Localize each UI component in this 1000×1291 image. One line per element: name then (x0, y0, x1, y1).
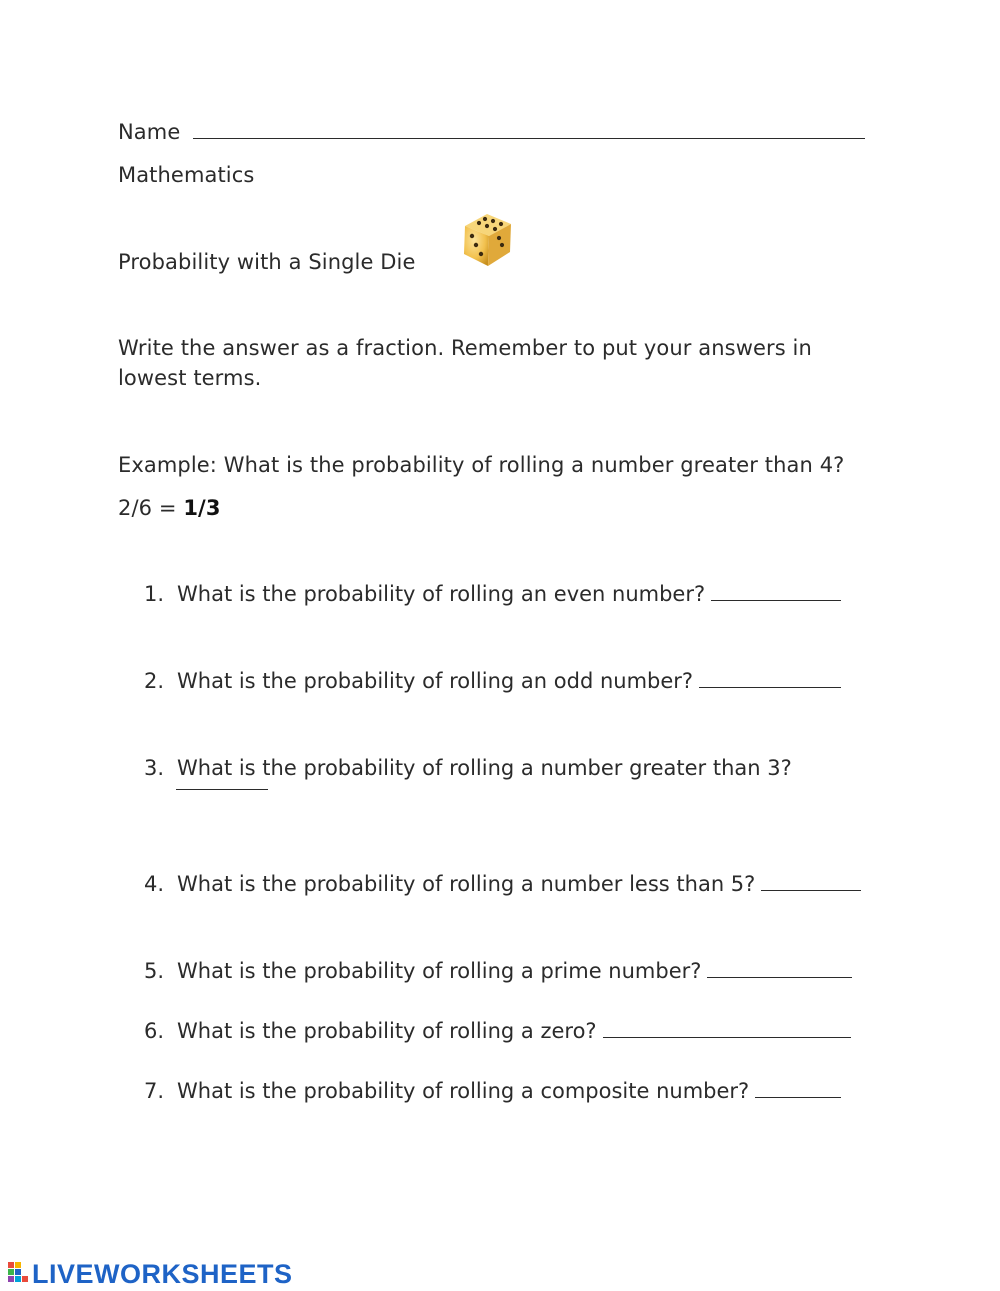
question-label: What is the probability of rolling a composite number? (177, 1079, 750, 1103)
question-label: What is the probability of rolling an odd number? (177, 669, 694, 693)
question-number: 1. (143, 582, 164, 606)
question-number: 4. (143, 872, 164, 896)
answer-blank[interactable] (755, 1078, 841, 1098)
question-text (177, 869, 861, 899)
question-text (177, 666, 841, 696)
example-question: Example: What is the probability of rolling a number greater than 4? (118, 453, 845, 477)
question-text (177, 579, 841, 609)
question-label: What is the probability of rolling a zero? (177, 1019, 597, 1043)
question-text (177, 956, 852, 986)
question-number: 7. (143, 1079, 164, 1103)
answer-blank[interactable] (707, 958, 852, 978)
question-label: What is the probability of rolling a number less than 5? (177, 872, 756, 896)
liveworksheets-logo-icon (8, 1262, 30, 1286)
answer-blank[interactable] (711, 581, 841, 601)
question-number: 2. (143, 669, 164, 693)
name-row (118, 117, 865, 147)
instructions-line-2: lowest terms. (118, 366, 262, 390)
example-answer-value: 1/3 (183, 496, 221, 520)
name-answer-line[interactable] (193, 119, 865, 139)
answer-blank[interactable] (699, 668, 841, 688)
example-answer (118, 493, 221, 523)
example-answer-prefix: 2/6 = (118, 496, 184, 520)
question-label: What is the probability of rolling a prime number? (177, 959, 702, 983)
instructions-line-1: Write the answer as a fraction. Remember to put your answers in (118, 336, 812, 360)
subject-title: Mathematics (118, 163, 255, 187)
question-text (177, 1076, 841, 1106)
answer-blank[interactable] (603, 1018, 851, 1038)
topic-title: Probability with a Single Die (118, 250, 416, 274)
question-number: 6. (143, 1019, 164, 1043)
answer-blank[interactable] (761, 871, 861, 891)
brand-name: LIVEWORKSHEETS (32, 1259, 293, 1289)
question-number: 5. (143, 959, 164, 983)
question-text: What is the probability of rolling a number greater than 3? (177, 756, 792, 780)
answer-blank[interactable] (176, 789, 268, 790)
question-label: What is the probability of rolling an even number? (177, 582, 706, 606)
question-text (177, 1016, 851, 1046)
liveworksheets-logo[interactable] (8, 1258, 293, 1290)
name-label: Name (118, 120, 181, 144)
die-icon (455, 208, 519, 272)
question-number: 3. (143, 756, 164, 780)
